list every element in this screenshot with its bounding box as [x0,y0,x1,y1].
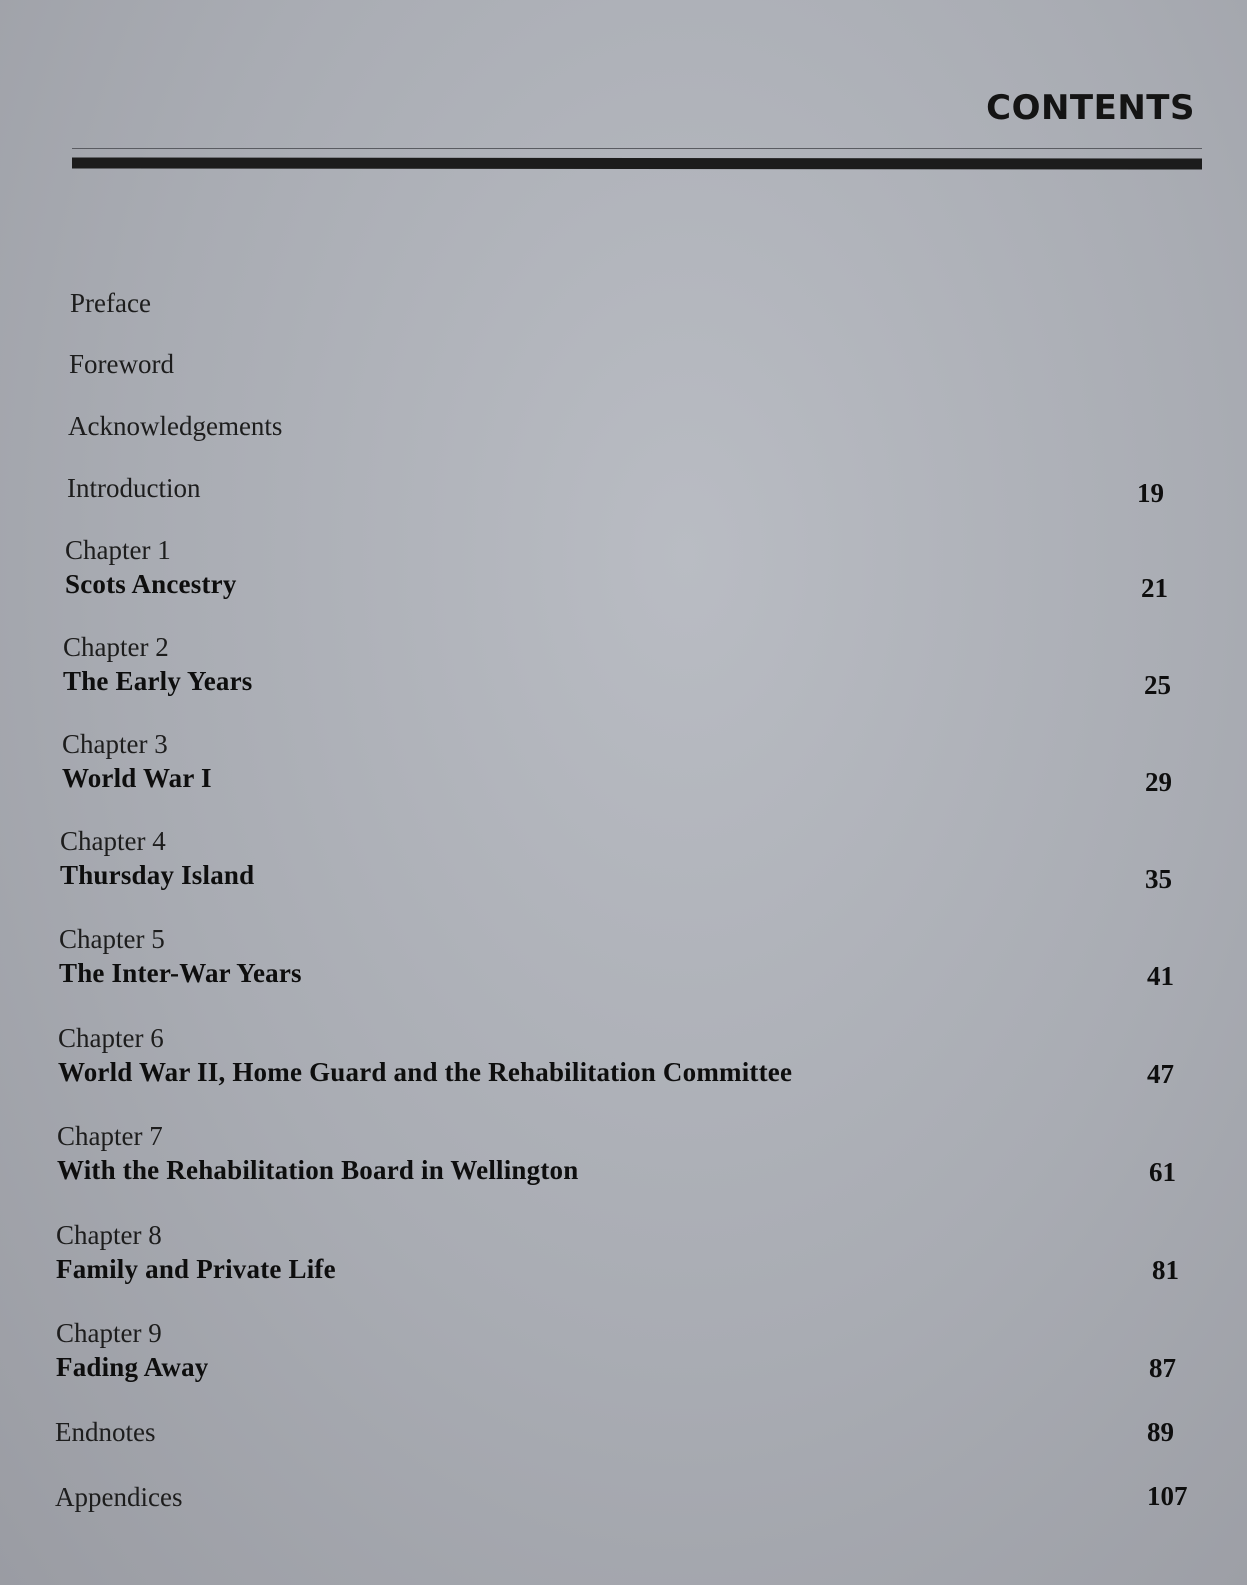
toc-entry-chapter-7[interactable] [57,1119,578,1187]
toc-entry-introduction[interactable] [67,471,200,505]
chapter-title: Fading Away [56,1352,209,1382]
chapter-label: Chapter 7 [57,1121,163,1151]
chapter-label: Chapter 3 [62,729,168,759]
toc-entry-acknowledgements[interactable] [68,409,282,443]
chapter-label: Chapter 5 [59,924,165,954]
chapter-label: Chapter 2 [63,632,169,662]
chapter-title: The Inter-War Years [59,958,302,988]
toc-entry-title: Introduction [67,473,201,503]
toc-entry-foreword[interactable] [69,347,174,381]
toc-entry-title: Acknowledgements [68,411,283,441]
page-heading: CONTENTS [986,88,1195,128]
toc-entry-chapter-9[interactable] [56,1316,208,1384]
toc-page-number: 87 [1149,1353,1176,1383]
toc-entry-chapter-5[interactable] [59,922,302,990]
toc-entry-title: Appendices [55,1482,183,1512]
toc-page-number: 19 [1137,478,1164,508]
toc-page-number: 61 [1149,1157,1176,1187]
toc-entry-title: Foreword [69,349,174,379]
toc-page-number: 107 [1147,1481,1188,1511]
chapter-title: World War II, Home Guard and the Rehabilitation Committee [58,1057,793,1087]
chapter-label: Chapter 8 [56,1220,162,1250]
toc-entry-title: Preface [70,288,151,318]
toc-page-number: 25 [1144,670,1171,700]
toc-entry-chapter-1[interactable] [65,533,237,601]
toc-entry-appendices[interactable] [55,1480,182,1514]
chapter-title: Thursday Island [60,860,255,890]
chapter-label: Chapter 6 [58,1023,164,1053]
toc-page-number: 29 [1145,767,1172,797]
toc-entry-chapter-4[interactable] [60,824,254,892]
toc-entry-chapter-6[interactable] [58,1021,792,1089]
toc-entry-preface[interactable] [70,286,151,320]
chapter-label: Chapter 4 [60,826,166,856]
toc-entry-title: Endnotes [55,1417,156,1447]
toc-entry-chapter-8[interactable] [56,1218,336,1286]
chapter-title: Family and Private Life [56,1254,336,1284]
toc-entry-chapter-2[interactable] [63,630,252,698]
chapter-title: With the Rehabilitation Board in Wellington [57,1155,579,1185]
toc-page-number: 81 [1152,1255,1179,1285]
toc-page-number: 89 [1147,1417,1174,1447]
chapter-label: Chapter 9 [56,1318,162,1348]
chapter-label: Chapter 1 [65,535,171,565]
chapter-title: Scots Ancestry [65,569,237,599]
toc-page-number: 41 [1147,961,1174,991]
toc-page-number: 47 [1147,1059,1174,1089]
toc-page-number: 21 [1141,573,1168,603]
toc-page-number: 35 [1145,864,1172,894]
toc-entry-chapter-3[interactable] [62,727,212,795]
chapter-title: The Early Years [63,666,253,696]
toc-entry-endnotes[interactable] [55,1415,156,1449]
chapter-title: World War I [62,763,212,793]
